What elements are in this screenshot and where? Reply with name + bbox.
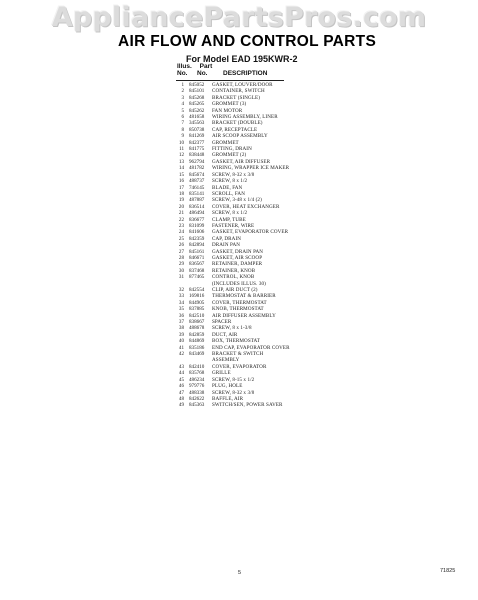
illus-number: 13 [178, 158, 184, 165]
illus-number: 12 [178, 152, 184, 159]
part-description: SCREW, 8-32 x 3/8 [212, 389, 255, 396]
part-description: RETAINER, DAMPER [212, 261, 263, 268]
header-part: Part [199, 63, 213, 70]
model-subtitle: For Model EAD 195KWR-2 [186, 54, 298, 64]
illus-number: 38 [178, 325, 184, 332]
part-description: AIR SCOOP ASSEMBLY [212, 133, 268, 140]
illus-number: 42 [178, 351, 184, 358]
illus-number: 2 [181, 88, 184, 95]
part-description: CAP, DRAIN [212, 235, 242, 242]
illus-number: 6 [181, 114, 184, 121]
illus-number: 15 [178, 171, 184, 178]
part-description: SCREW, 8 x 1/2 [212, 178, 248, 185]
document-code: 71825 [440, 568, 456, 574]
part-description: SCREW, 8-32 x 3/8 [212, 171, 255, 178]
part-description: KNOB, THERMOSTAT [212, 306, 264, 313]
part-number: 842859 [189, 331, 205, 338]
part-number: 844869 [189, 338, 205, 345]
part-description: WIRING ASSEMBLY, LINER [212, 114, 278, 121]
illus-number: 32 [178, 287, 184, 293]
part-number: 845101 [189, 88, 205, 95]
part-number: 877465 [189, 274, 205, 281]
illus-number: 26 [178, 242, 184, 249]
illus-number: 22 [178, 216, 184, 223]
illus-number: 23 [178, 222, 184, 229]
part-number: 962794 [189, 158, 205, 165]
part-description: GROMMET [212, 139, 239, 146]
part-description: SWITCH/SEN, POWER SAVER [212, 402, 283, 409]
part-description: CLAMP, TUBE [212, 216, 246, 223]
illus-number: 48 [178, 395, 184, 402]
header-divider [176, 80, 284, 81]
illus-number: 34 [178, 299, 184, 306]
illus-number: 9 [181, 133, 184, 140]
illus-number: 4 [181, 101, 184, 108]
illus-number: 45 [178, 376, 184, 383]
part-description: END CAP, EVAPORATOR COVER [212, 344, 290, 351]
part-description: DUCT, AIR [212, 331, 238, 338]
part-description: CONTAINER, SWITCH [212, 88, 265, 95]
part-number: 842510 [189, 312, 205, 319]
part-number: 487887 [189, 197, 205, 204]
part-description: WIRING, WRAPPER ICE MAKER [212, 165, 290, 172]
part-description: BRACKET (SINGLE) [212, 94, 261, 101]
part-number: 845262 [189, 107, 205, 114]
parts-list [176, 82, 376, 409]
part-number: 836677 [189, 216, 205, 223]
part-number: 846671 [189, 254, 205, 261]
illus-number: 31 [178, 274, 184, 281]
page-number: 5 [238, 570, 242, 576]
part-description: SCREW, 3-48 x 1/4 (2) [212, 197, 262, 204]
illus-number: 20 [178, 203, 184, 210]
part-number: 746145 [189, 184, 205, 191]
parts-row [176, 402, 376, 408]
part-number: 488737 [189, 178, 205, 185]
illus-number: 25 [178, 235, 184, 242]
part-number: 345563 [189, 120, 205, 127]
part-description: DRAIN PAN [212, 242, 241, 249]
part-number: 842359 [189, 235, 205, 242]
part-number: 836514 [189, 203, 205, 210]
illus-number: 43 [178, 363, 184, 370]
part-number: 486494 [189, 210, 205, 217]
part-number: 488678 [189, 325, 205, 332]
part-number: 486234 [189, 376, 205, 383]
illus-number: 27 [178, 248, 184, 255]
illus-number: 14 [178, 165, 184, 172]
part-number: 845268 [189, 94, 205, 101]
illus-number: 28 [178, 254, 184, 261]
part-number: 845265 [189, 101, 205, 108]
part-description: SPACER [212, 319, 232, 326]
part-description: FASTENER, WIRE [212, 222, 255, 229]
part-description: THERMOSTAT & BARRIER [212, 293, 276, 300]
part-description: AIR DIFFUSER ASSEMBLY [212, 312, 276, 319]
part-description: BAFFLE, AIR [212, 395, 244, 402]
illus-number: 18 [178, 190, 184, 197]
illus-number: 29 [178, 261, 184, 268]
illus-number: 36 [178, 312, 184, 319]
part-number: 979776 [189, 383, 205, 390]
part-number: 841606 [189, 229, 205, 236]
illus-number: 44 [178, 370, 184, 377]
part-description: CONTROL, KNOB [212, 274, 255, 281]
part-description: GASKET, AIR DIFFUSER [212, 158, 271, 165]
part-description: CLIP, AIR DUCT (2) [212, 287, 258, 293]
illus-number: 40 [178, 338, 184, 345]
part-description: (INCLUDES ILLUS. 30) [212, 280, 266, 287]
part-number: 845363 [189, 402, 205, 409]
part-number: 835768 [189, 370, 205, 377]
part-number: 842894 [189, 242, 205, 249]
part-number: 843469 [189, 351, 205, 358]
part-description: SCROLL, FAN [212, 190, 245, 197]
illus-number: 30 [178, 267, 184, 274]
part-description: COVER, HEAT EXCHANGER [212, 203, 280, 210]
part-number: 481658 [189, 114, 205, 121]
illus-number: 17 [178, 184, 184, 191]
illus-number: 24 [178, 229, 184, 236]
illus-number: 8 [181, 126, 184, 133]
illus-number: 7 [181, 120, 184, 127]
part-description: SCREW, 8 x 1/2 [212, 210, 248, 217]
part-description: SCREW, 8 x 1-3/8 [212, 325, 252, 332]
part-description: GROMMET (3) [212, 101, 247, 108]
illus-number: 1 [181, 82, 184, 88]
part-description: GASKET, LOUVER/DOOR [212, 82, 273, 88]
part-number: 850738 [189, 126, 205, 133]
part-number: 845674 [189, 171, 205, 178]
part-number: 837885 [189, 306, 205, 313]
part-number: 836567 [189, 261, 205, 268]
part-description: CAP, RECEPTACLE [212, 126, 258, 133]
illus-number: 41 [178, 344, 184, 351]
page-title: AIR FLOW AND CONTROL PARTS [118, 33, 377, 50]
part-description: ASSEMBLY [212, 357, 240, 364]
part-number: 481782 [189, 165, 205, 172]
part-number: 831099 [189, 222, 205, 229]
header-no-part: No. [197, 70, 208, 77]
part-description: BLADE, FAN [212, 184, 243, 191]
illus-number: 49 [178, 402, 184, 409]
part-number: 841775 [189, 146, 205, 153]
illus-number: 39 [178, 331, 184, 338]
header-description: DESCRIPTION [223, 70, 268, 77]
part-description: PLUG, HOLE [212, 383, 243, 390]
watermark-logo: AppliancePartsPros.com [51, 2, 427, 33]
part-description: GRILLE [212, 370, 231, 377]
part-description: RETAINER, KNOB [212, 267, 256, 274]
part-number: 842377 [189, 139, 205, 146]
header-illus-part [177, 63, 212, 70]
illus-number: 46 [178, 383, 184, 390]
part-number: 835141 [189, 190, 205, 197]
part-number: 169816 [189, 293, 205, 300]
illus-number: 19 [178, 197, 184, 204]
illus-number: 37 [178, 319, 184, 326]
part-description: BRACKET (DOUBLE) [212, 120, 263, 127]
part-description: GASKET, DRAIN PAN [212, 248, 264, 255]
part-description: FAN MOTOR [212, 107, 243, 114]
part-number: 838448 [189, 152, 205, 159]
part-description: BRACKET & SWITCH [212, 351, 264, 358]
part-number: 835186 [189, 344, 205, 351]
header-no-illus: No. [177, 70, 188, 77]
header-illus: Illus. [177, 63, 192, 70]
part-description: GASKET, AIR SCOOP [212, 254, 263, 261]
illus-number: 10 [178, 139, 184, 146]
part-description: GROMMET (2) [212, 152, 247, 159]
part-number: 837468 [189, 267, 205, 274]
illus-number: 21 [178, 210, 184, 217]
part-number: 842410 [189, 363, 205, 370]
part-number: 841269 [189, 133, 205, 140]
part-description: SCREW, 8-15 x 1/2 [212, 376, 255, 383]
part-description: BOX, THERMOSTAT [212, 338, 260, 345]
part-number: 838667 [189, 319, 205, 326]
part-number: 845052 [189, 82, 205, 88]
part-description: COVER, THERMOSTAT [212, 299, 267, 306]
illus-number: 47 [178, 389, 184, 396]
part-description: GASKET, EVAPORATOR COVER [212, 229, 289, 236]
part-number: 488338 [189, 389, 205, 396]
part-description: FITTING, DRAIN [212, 146, 252, 153]
illus-number: 5 [181, 107, 184, 114]
part-number: 844905 [189, 299, 205, 306]
illus-number: 33 [178, 293, 184, 300]
illus-number: 35 [178, 306, 184, 313]
part-number: 842622 [189, 395, 205, 402]
illus-number: 11 [179, 146, 184, 153]
part-number: 842554 [189, 287, 205, 293]
illus-number: 3 [181, 94, 184, 101]
part-description: COVER, EVAPORATOR [212, 363, 267, 370]
part-number: 845161 [189, 248, 205, 255]
illus-number: 16 [178, 178, 184, 185]
